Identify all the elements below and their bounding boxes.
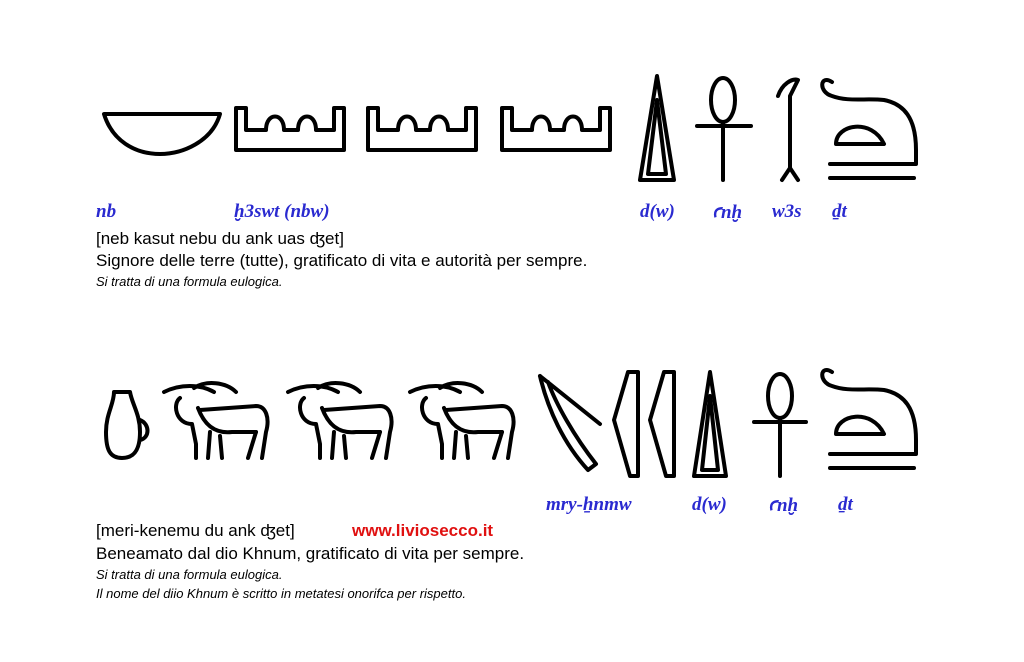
pronunciation-1: [neb kasut nebu du ank uas ʤet] <box>96 229 344 248</box>
hill-country-glyph <box>502 108 610 150</box>
translit-dt: ḏt <box>832 201 847 222</box>
was-sceptre-glyph <box>778 80 798 180</box>
cone-loaf-glyph <box>694 372 726 476</box>
translation-2: Beneamato dal dio Khnum, gratificato di vita per sempre. <box>96 544 525 563</box>
translit-anh-2: ꜥnḫ <box>768 495 799 516</box>
ram-glyph <box>164 383 268 458</box>
ankh-glyph <box>754 374 806 476</box>
translit-was: w3s <box>772 201 802 222</box>
translit-kasut: ḫ3swt (nbw) <box>234 201 330 222</box>
website-link[interactable]: www.liviosecco.it <box>352 521 494 540</box>
note-2b: Il nome del diio Khnum è scritto in metatesi onorifca per rispetto. <box>96 586 466 601</box>
translit-dw: d(w) <box>640 201 675 222</box>
translit-dt-2: ḏt <box>838 494 853 515</box>
translit-anh: ꜥnḫ <box>712 202 743 223</box>
translit-nb: nb <box>96 201 117 222</box>
reed-glyph <box>650 372 674 476</box>
hill-country-glyph <box>368 108 476 150</box>
hoe-glyph <box>540 376 600 470</box>
reed-glyph <box>614 372 638 476</box>
translation-1: Signore delle terre (tutte), gratificato di vita e autorità per sempre. <box>96 251 588 270</box>
jar-glyph <box>106 392 148 458</box>
ram-glyph <box>410 383 514 458</box>
ankh-glyph <box>697 78 751 180</box>
note-1: Si tratta di una formula eulogica. <box>96 274 283 289</box>
hill-country-glyph <box>236 108 344 150</box>
ram-glyph <box>288 383 392 458</box>
basket-glyph <box>104 114 220 154</box>
cobra-glyph <box>822 80 916 178</box>
pronunciation-2: [meri-kenemu du ank ʤet] <box>96 521 295 540</box>
translit-mry: mry-ẖnmw <box>546 494 632 515</box>
translit-dw-2: d(w) <box>692 494 727 515</box>
note-2a: Si tratta di una formula eulogica. <box>96 567 283 582</box>
cobra-glyph <box>822 370 916 468</box>
cone-loaf-glyph <box>640 76 674 180</box>
